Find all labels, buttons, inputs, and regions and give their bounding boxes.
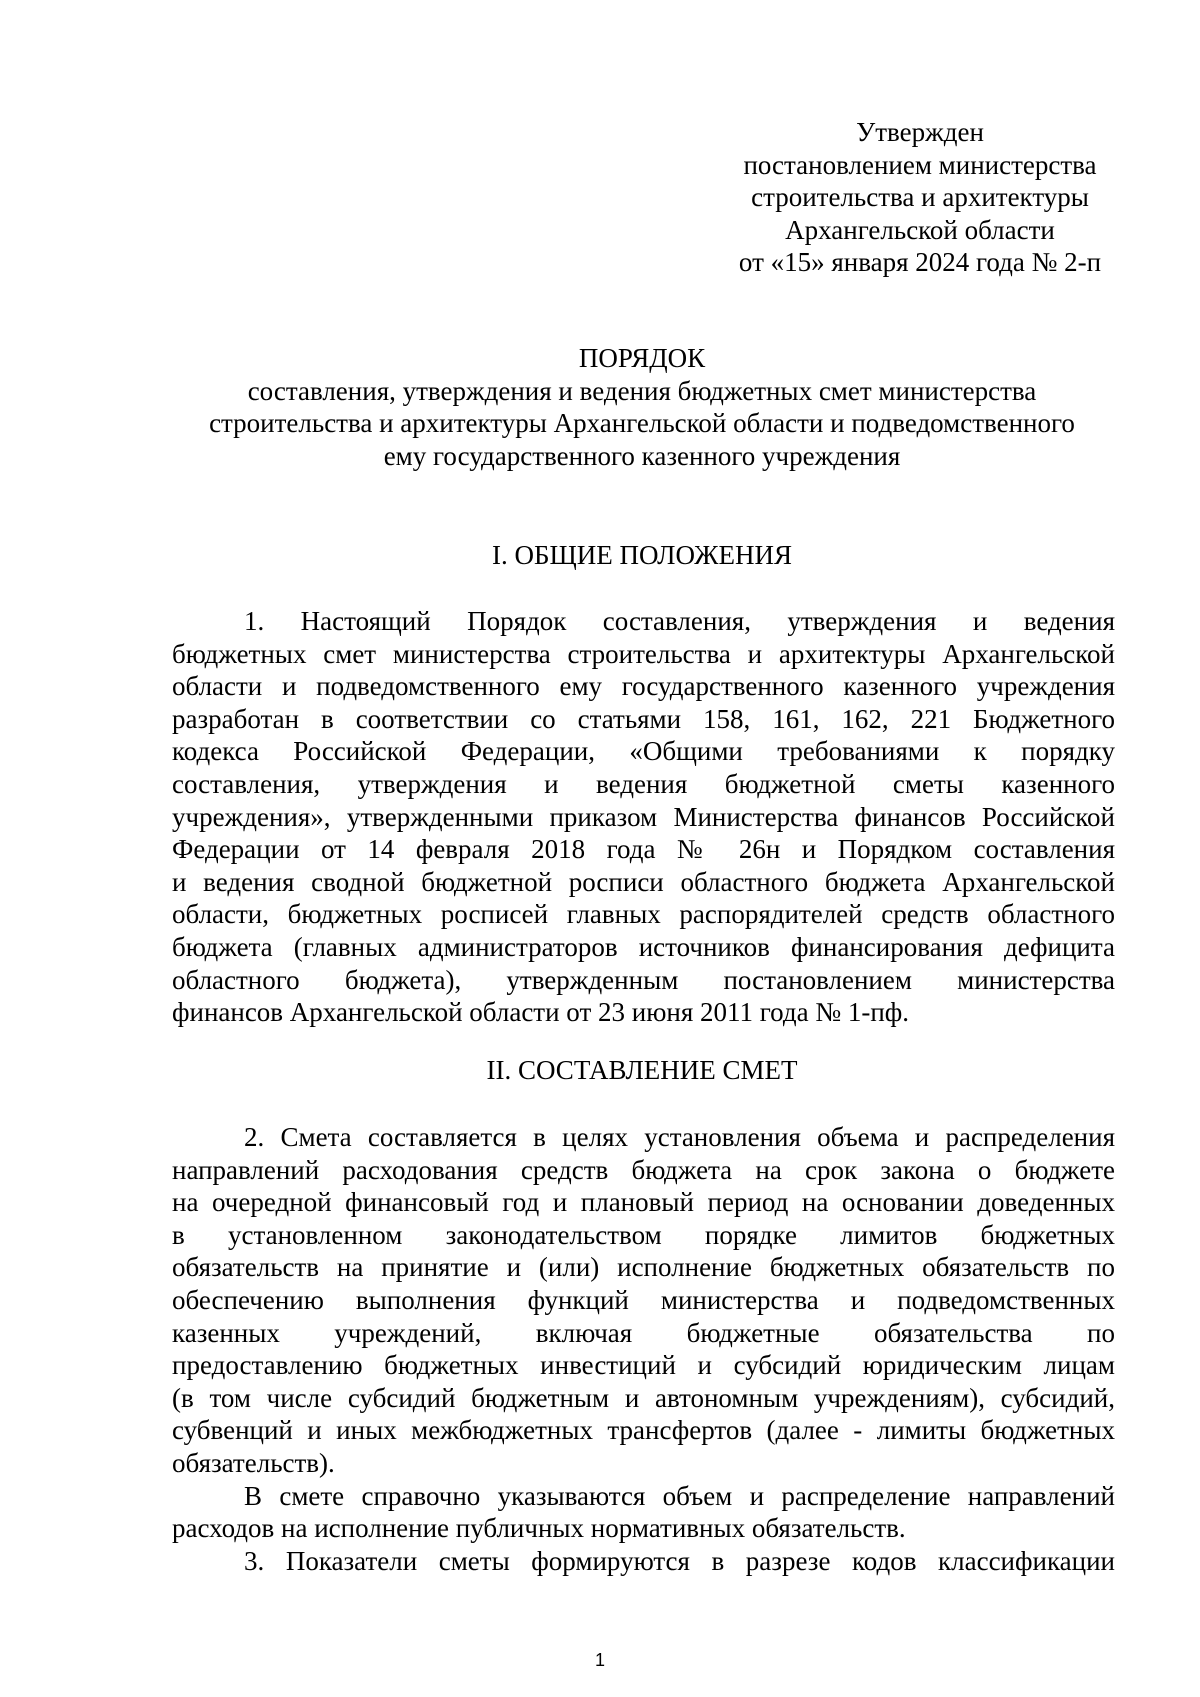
title-subtitle-line: ему государственного казенного учреждения — [383, 440, 901, 471]
title-subtitle-line: строительства и архитектуры Архангельской области и подведомственного — [209, 408, 1075, 438]
text-line: субвенций и иных межбюджетных трансфертов (далее - лимиты бюджетных — [172, 1415, 1115, 1446]
text-line: составления, утверждения и ведения бюджетной сметы казенного — [172, 768, 1115, 799]
text-line: кодекса Российской Федерации, «Общими требованиями к порядку — [172, 736, 1115, 767]
text-line: 2. Смета составляется в целях установления объема и распределения — [244, 1122, 1115, 1152]
text-line: области и подведомственного ему государственного казенного учреждения — [172, 671, 1115, 702]
text-line: казенных учреждений, включая бюджетные обязательства по — [172, 1317, 1115, 1348]
approval-line: строительства и архитектуры — [751, 182, 1089, 212]
text-line: 1. Настоящий Порядок составления, утверждения и ведения — [244, 606, 1115, 636]
title-subtitle-line: составления, утверждения и ведения бюджетных смет министерства — [247, 375, 1037, 406]
text-line: Федерации от 14 февраля 2018 года № 26н и Порядком составления — [172, 834, 1115, 865]
text-line: обязательств). — [172, 1447, 335, 1478]
text-line: расходов на исполнение публичных нормативных обязательств. — [172, 1513, 906, 1544]
section-heading-general: I. ОБЩИЕ ПОЛОЖЕНИЯ — [492, 540, 792, 570]
text-line: бюджетных смет министерства строительства и архитектуры Архангельской — [172, 638, 1115, 669]
text-line: направлений расходования средств бюджета на срок закона о бюджете — [172, 1154, 1115, 1185]
text-line: и ведения сводной бюджетной росписи областного бюджета Архангельской — [172, 866, 1115, 897]
approval-line: от «15» января 2024 года № 2-п — [738, 247, 1102, 277]
text-line: 3. Показатели сметы формируются в разрезе кодов классификации — [244, 1545, 1115, 1576]
page-number: 1 — [594, 1650, 605, 1670]
text-line: В смете справочно указываются объем и распределение направлений — [244, 1480, 1115, 1511]
approval-line: Утвержден — [856, 117, 984, 147]
approval-line: Архангельской области — [785, 214, 1055, 245]
text-line: учреждения», утвержденными приказом Министерства финансов Российской — [172, 801, 1115, 832]
text-line: обеспечению выполнения функций министерства и подведомственных — [172, 1284, 1115, 1315]
text-line: в установленном законодательством порядке лимитов бюджетных — [172, 1219, 1115, 1250]
title-main: ПОРЯДОК — [578, 343, 706, 373]
approval-line: постановлением министерства — [743, 149, 1097, 180]
text-line: (в том числе субсидий бюджетным и автономным учреждениям), субсидий, — [172, 1382, 1115, 1413]
text-line: предоставлению бюджетных инвестиций и субсидий юридическим лицам — [172, 1350, 1115, 1381]
document-title — [170, 342, 1114, 472]
text-line: на очередной финансовый год и плановый период на основании доведенных — [172, 1187, 1115, 1218]
approval-stamp — [720, 116, 1120, 279]
paragraph-1 — [172, 605, 1115, 1029]
text-line: обязательств на принятие и (или) исполнение бюджетных обязательств по — [172, 1252, 1115, 1283]
text-line: бюджета (главных администраторов источников финансирования дефицита — [172, 931, 1115, 962]
text-line: области, бюджетных росписей главных распорядителей средств областного — [172, 899, 1115, 930]
paragraph-2 — [172, 1121, 1115, 1577]
text-line: областного бюджета), утвержденным постановлением министерства — [172, 964, 1115, 995]
text-line: финансов Архангельской области от 23 июня 2011 года № 1-пф. — [172, 997, 910, 1028]
text-line: разработан в соответствии со статьями 158, 161, 162, 221 Бюджетного — [172, 703, 1115, 734]
section-heading-drafting: II. СОСТАВЛЕНИЕ СМЕТ — [486, 1055, 798, 1085]
